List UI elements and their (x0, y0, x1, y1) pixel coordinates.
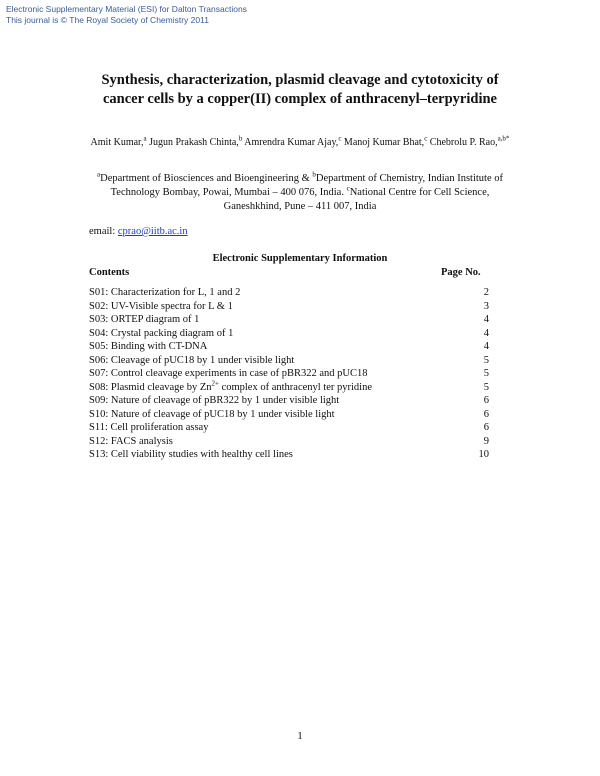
author-name: Manoj Kumar Bhat, (341, 137, 425, 148)
toc-label-group (89, 381, 372, 395)
toc-item (89, 313, 499, 327)
paper-title: Synthesis, characterization, plasmid cleavage and cytotoxicity of cancer cells by a copper(II) complex of anthracenyl–terpyridine (101, 72, 499, 107)
affiliations (84, 172, 516, 214)
author-name: Amit Kumar, (90, 137, 144, 148)
toc-page: 6 (483, 395, 489, 406)
author-name: Jugun Prakash Chinta, (146, 137, 239, 148)
toc-page: 4 (483, 327, 489, 339)
toc-item (89, 381, 499, 395)
toc-page: 3 (483, 300, 489, 312)
page-no-label: Page No. (441, 267, 481, 278)
toc-item (89, 286, 499, 300)
toc-label: S05: Binding with CT-DNA (89, 341, 208, 352)
toc-label: S10: Nature of cleavage of pUC18 by 1 under visible light (89, 408, 335, 420)
toc-page: 4 (483, 314, 489, 325)
author-affil-mark: c (424, 134, 428, 143)
toc-label: S13: Cell viability studies with healthy cell lines (89, 449, 293, 460)
email-line (89, 226, 188, 237)
toc-label: S02: UV-Visible spectra for L & 1 (89, 300, 233, 312)
esi-heading: Electronic Supplementary Information (212, 253, 388, 264)
toc-item (89, 394, 499, 408)
email-link[interactable]: cprao@iitb.ac.in (117, 226, 188, 237)
contents-label: Contents (89, 267, 130, 278)
toc-item (89, 354, 499, 368)
toc-item (89, 367, 499, 381)
toc-label: S09: Nature of cleavage of pBR322 by 1 under visible light (89, 395, 340, 406)
toc-item (89, 448, 499, 462)
author-affil-mark: a,b* (497, 134, 510, 143)
toc-page: 5 (483, 354, 489, 366)
affil-c: National Centre for Cell Science, Ganeshkhind, Pune – 411 007, India (223, 187, 490, 212)
author-list (80, 136, 520, 150)
toc-label: S11: Cell proliferation assay (89, 422, 209, 433)
header-line-1: Electronic Supplementary Material (ESI) for Dalton Transactions (6, 4, 247, 14)
toc-page: 6 (483, 422, 489, 433)
toc-page: 2 (483, 287, 489, 298)
toc-label: S04: Crystal packing diagram of 1 (89, 327, 234, 339)
author-name: Amrendra Kumar Ajay, (242, 137, 339, 148)
author-name: Chebrolu P. Rao, (427, 137, 498, 148)
toc-label: S06: Cleavage of pUC18 by 1 under visible light (89, 354, 295, 366)
journal-header (6, 4, 247, 25)
affil-mark-c: c (346, 184, 350, 193)
email-label: email: (89, 226, 118, 237)
author-affil-mark: a (143, 134, 147, 143)
toc-label-tail: complex of anthracenyl ter pyridine (218, 381, 373, 393)
table-of-contents (89, 286, 499, 462)
toc-item (89, 421, 499, 435)
affil-mark-a: a (97, 170, 101, 179)
affil-a: Department of Biosciences and Bioengineering & (100, 173, 313, 184)
charge-superscript: 2+ (211, 379, 219, 387)
toc-page: 5 (483, 368, 489, 379)
toc-item (89, 300, 499, 314)
page-number: 1 (297, 730, 303, 742)
toc-label: S07: Control cleavage experiments in case of pBR322 and pUC18 (89, 368, 368, 379)
toc-label: S03: ORTEP diagram of 1 (89, 314, 200, 325)
toc-page: 9 (483, 435, 489, 447)
toc-page: 5 (483, 381, 489, 393)
affil-b: Department of Chemistry, Indian Institute of Technology Bombay, Powai, Mumbai – 400 076, India. (110, 173, 503, 198)
toc-item (89, 340, 499, 354)
author-affil-mark: c (338, 134, 342, 143)
toc-page: 10 (478, 449, 489, 460)
author-affil-mark: b (238, 134, 243, 143)
toc-page: 4 (483, 341, 489, 352)
toc-label: S12: FACS analysis (89, 435, 173, 447)
header-line-2: This journal is © The Royal Society of Chemistry 2011 (6, 14, 209, 25)
affil-mark-b: b (312, 170, 316, 179)
toc-label: S08: Plasmid cleavage by Zn (89, 381, 212, 393)
toc-item (89, 408, 499, 422)
toc-item (89, 327, 499, 341)
toc-label: S01: Characterization for L, 1 and 2 (89, 287, 241, 298)
toc-item (89, 435, 499, 449)
toc-page: 6 (483, 408, 489, 420)
